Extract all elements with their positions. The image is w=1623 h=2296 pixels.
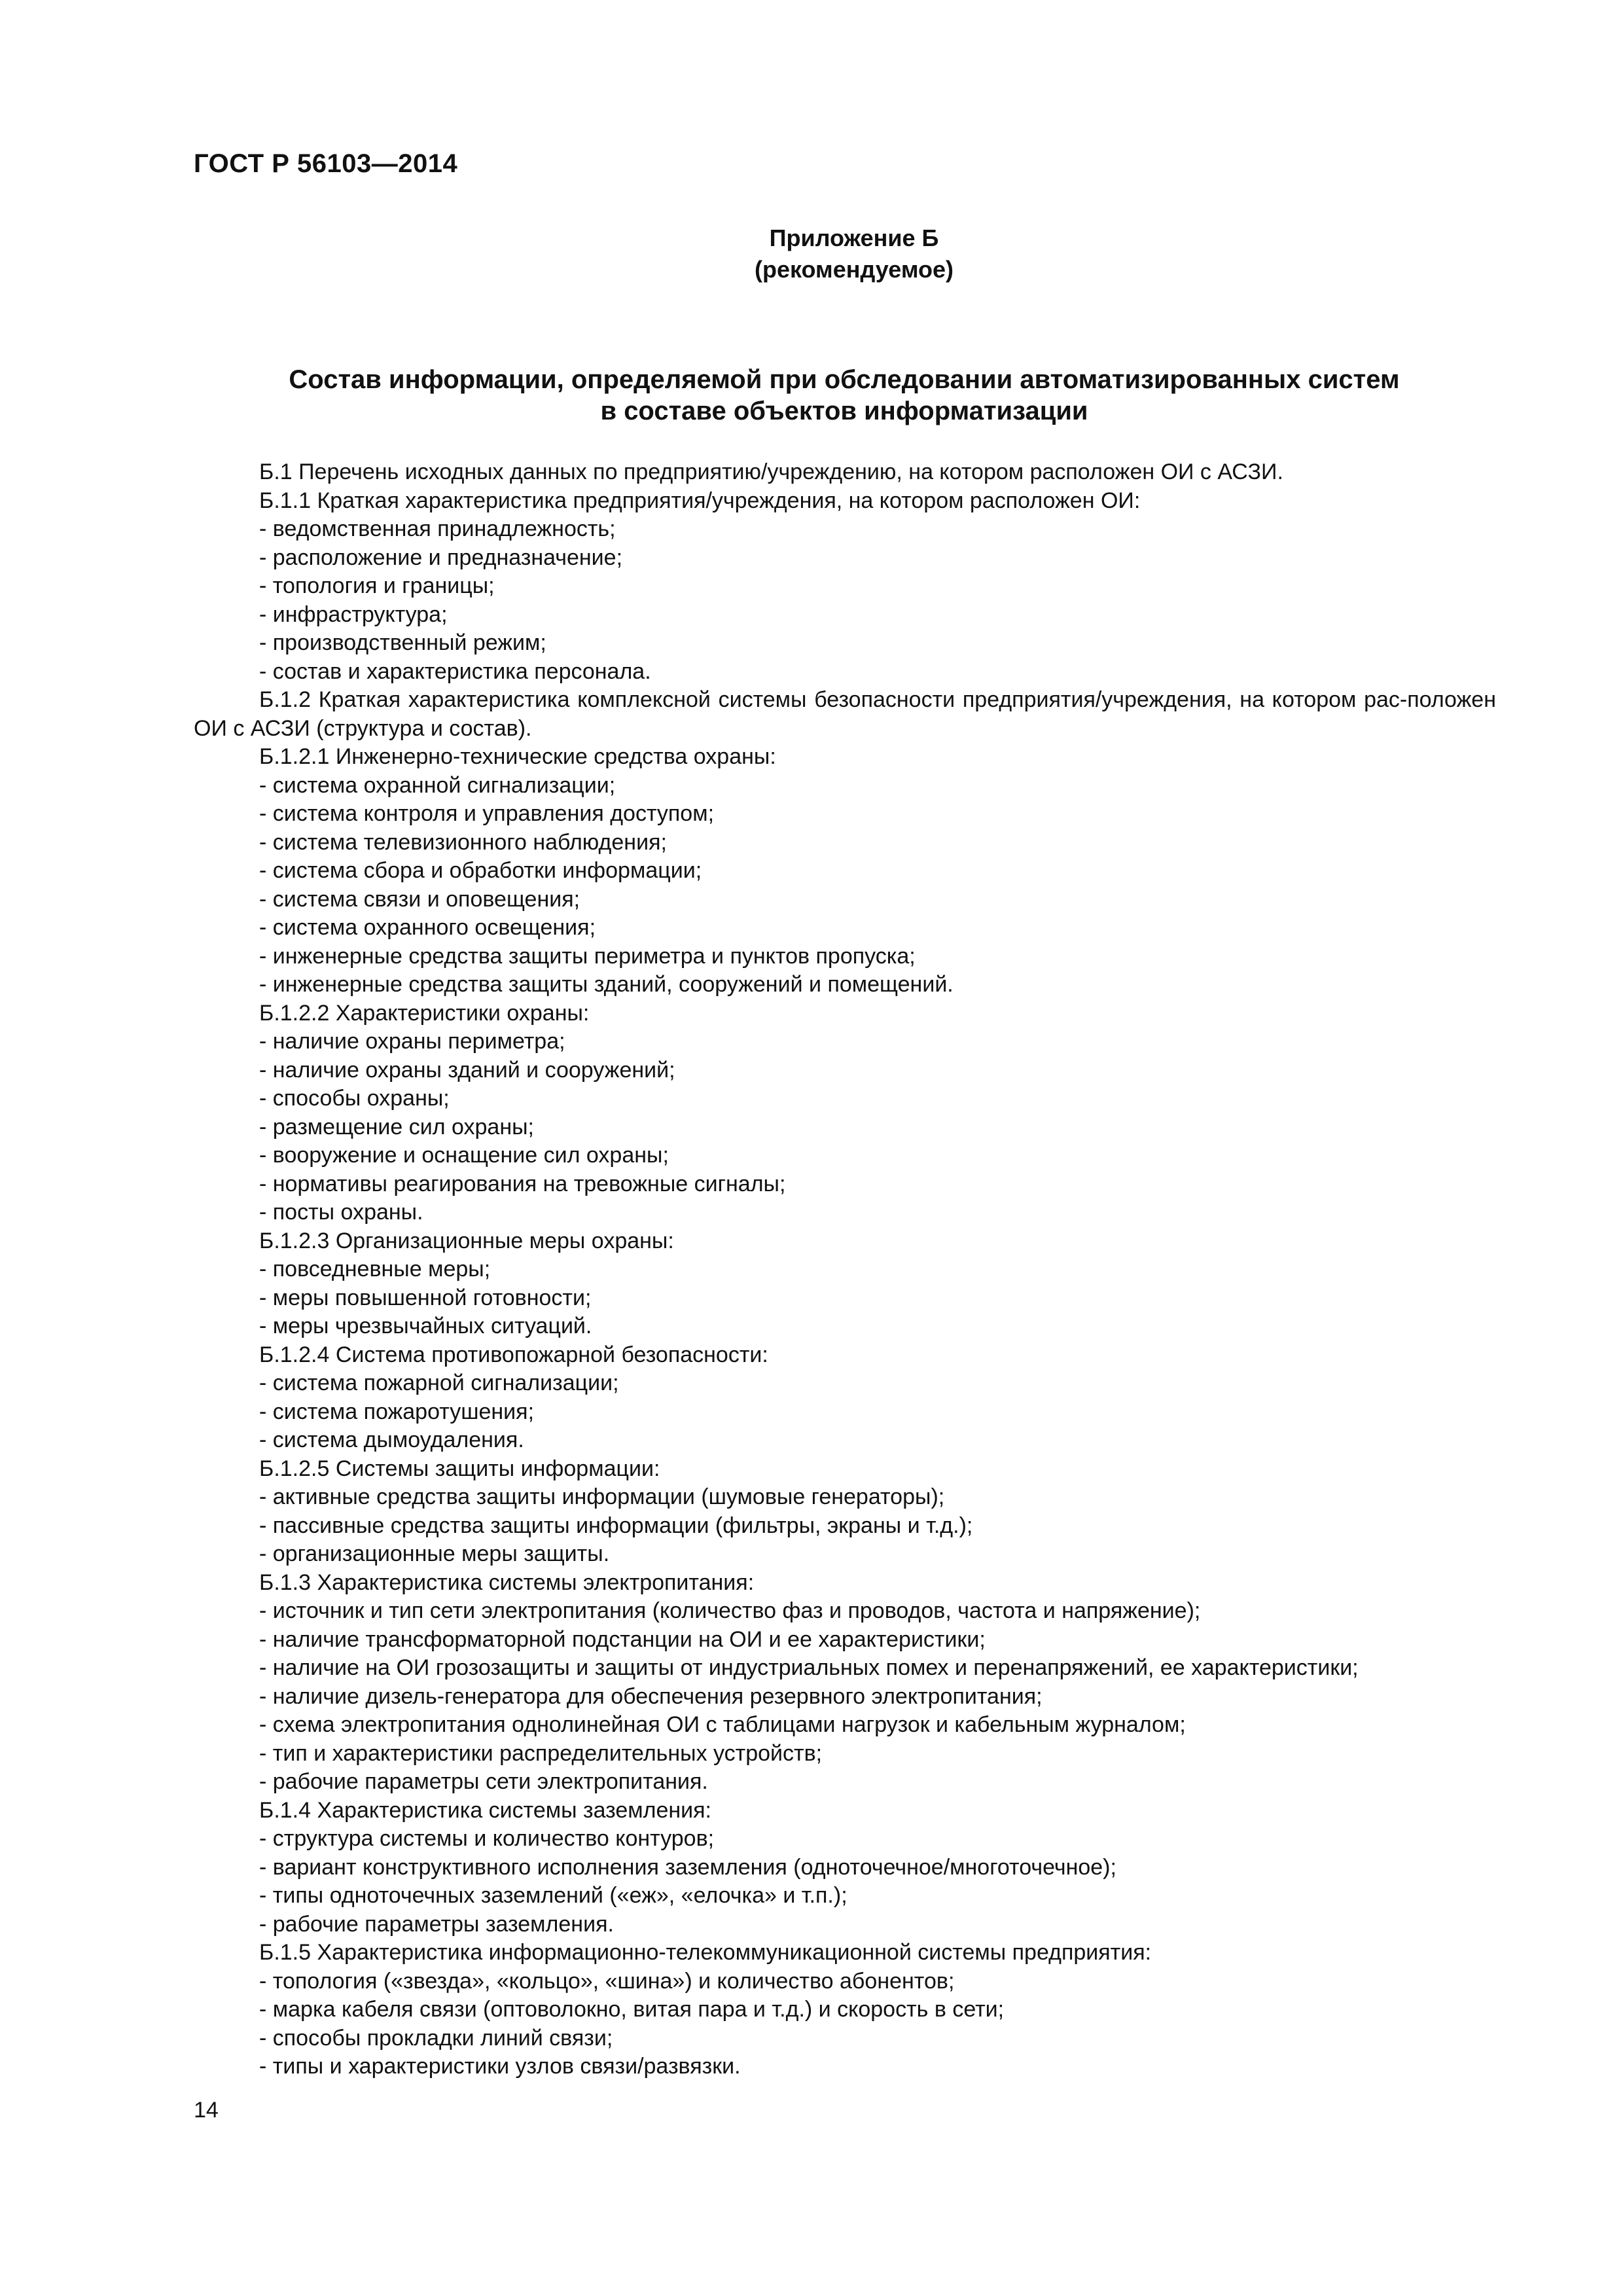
list-item: - марка кабеля связи (оптоволокно, витая пара и т.д.) и скорость в сети; xyxy=(259,1997,1005,2022)
section-title-line-1: Состав информации, определяемой при обследовании автоматизированных систем xyxy=(289,365,1400,394)
section-heading: Б.1.3 Характеристика системы электропитания: xyxy=(259,1570,755,1595)
document-body xyxy=(194,458,1496,2081)
section-heading: Б.1.2.1 Инженерно-технические средства охраны: xyxy=(259,744,776,769)
list-item: - топология и границы; xyxy=(259,573,495,598)
list-item: - система охранного освещения; xyxy=(259,915,596,940)
list-item: - наличие охраны периметра; xyxy=(259,1029,565,1054)
list-item: - система телевизионного наблюдения; xyxy=(259,829,667,855)
section-title-line-2: в составе объектов информатизации xyxy=(600,397,1088,425)
list-item: - топология («звезда», «кольцо», «шина») и количество абонентов; xyxy=(259,1968,955,1994)
list-item: - организационные меры защиты. xyxy=(259,1541,610,1566)
section-heading: Б.1.5 Характеристика информационно-телекоммуникационной системы предприятия: xyxy=(259,1940,1152,1965)
list-item: - нормативы реагирования на тревожные сигналы; xyxy=(259,1171,786,1196)
list-item: - структура системы и количество контуров; xyxy=(259,1826,715,1851)
section-heading: Б.1.2.4 Система противопожарной безопасности: xyxy=(259,1342,768,1367)
list-item: - система дымоудаления. xyxy=(259,1427,524,1452)
list-item: - система сбора и обработки информации; xyxy=(259,858,702,883)
list-item: - меры повышенной готовности; xyxy=(259,1285,592,1310)
list-item: - тип и характеристики распределительных устройств; xyxy=(259,1740,823,1766)
list-item: - наличие дизель-генератора для обеспечения резервного электропитания; xyxy=(259,1683,1043,1709)
list-item: - вариант конструктивного исполнения заземления (одноточечное/многоточечное); xyxy=(259,1854,1116,1880)
section-heading: Б.1.2.5 Системы защиты информации: xyxy=(259,1456,660,1481)
section-heading: Б.1.2.3 Организационные меры охраны: xyxy=(259,1228,674,1253)
list-item: - схема электропитания однолинейная ОИ с таблицами нагрузок и кабельным журналом; xyxy=(259,1712,1186,1737)
annex-status: (рекомендуемое) xyxy=(755,256,954,283)
list-item: - рабочие параметры сети электропитания. xyxy=(259,1769,708,1794)
list-item: - система пожаротушения; xyxy=(259,1399,535,1424)
list-item: - инженерные средства защиты периметра и пунктов пропуска; xyxy=(259,943,916,969)
list-item: - типы и характеристики узлов связи/развязки. xyxy=(259,2054,741,2079)
section-heading: Б.1 Перечень исходных данных по предприятию/учреждению, на котором расположен ОИ с АСЗИ. xyxy=(259,459,1283,484)
list-item: - наличие трансформаторной подстанции на ОИ и ее характеристики; xyxy=(259,1626,986,1652)
section-heading: Б.1.1 Краткая характеристика предприятия/учреждения, на котором расположен ОИ: xyxy=(259,488,1141,513)
list-item: - вооружение и оснащение сил охраны; xyxy=(259,1143,669,1168)
list-item: - размещение сил охраны; xyxy=(259,1114,534,1139)
list-item: - расположение и предназначение; xyxy=(259,545,623,570)
list-item: - типы одноточечных заземлений («еж», «елочка» и т.п.); xyxy=(259,1883,847,1908)
list-item: - инфраструктура; xyxy=(259,601,448,627)
paragraph: Б.1.2 Краткая характеристика комплексной системы безопасности предприятия/учреждения, на котором рас-положен ОИ с АСЗИ (структура и состав). xyxy=(194,687,1496,741)
list-item: - способы охраны; xyxy=(259,1086,450,1111)
list-item: - источник и тип сети электропитания (количество фаз и проводов, частота и напряжение); xyxy=(259,1598,1201,1623)
list-item: - повседневные меры; xyxy=(259,1257,491,1282)
list-item: - меры чрезвычайных ситуаций. xyxy=(259,1314,592,1338)
list-item: - состав и характеристика персонала. xyxy=(259,658,651,684)
annex-label: Приложение Б xyxy=(769,224,939,251)
section-title xyxy=(194,364,1495,427)
list-item: - производственный режим; xyxy=(259,630,546,655)
annex-heading xyxy=(0,223,1623,285)
section-heading: Б.1.2.2 Характеристики охраны: xyxy=(259,1000,590,1026)
document-code: ГОСТ Р 56103—2014 xyxy=(194,149,458,178)
list-item: - способы прокладки линий связи; xyxy=(259,2025,613,2051)
list-item: - система охранной сигнализации; xyxy=(259,772,616,798)
section-heading: Б.1.4 Характеристика системы заземления: xyxy=(259,1797,712,1823)
list-item: - наличие на ОИ грозозащиты и защиты от индустриальных помех и перенапряжений, ее характеристики; xyxy=(259,1655,1359,1680)
list-item: - ведомственная принадлежность; xyxy=(259,516,616,541)
list-item: - рабочие параметры заземления. xyxy=(259,1911,614,1937)
list-item: - посты охраны. xyxy=(259,1200,423,1225)
list-item: - система пожарной сигнализации; xyxy=(259,1371,619,1395)
list-item: - система контроля и управления доступом; xyxy=(259,801,715,826)
list-item: - пассивные средства защиты информации (фильтры, экраны и т.д.); xyxy=(259,1513,973,1538)
page-number: 14 xyxy=(194,2098,219,2123)
list-item: - наличие охраны зданий и сооружений; xyxy=(259,1057,675,1083)
list-item: - инженерные средства защиты зданий, сооружений и помещений. xyxy=(259,972,954,997)
list-item: - активные средства защиты информации (шумовые генераторы); xyxy=(259,1484,945,1509)
list-item: - система связи и оповещения; xyxy=(259,886,580,912)
